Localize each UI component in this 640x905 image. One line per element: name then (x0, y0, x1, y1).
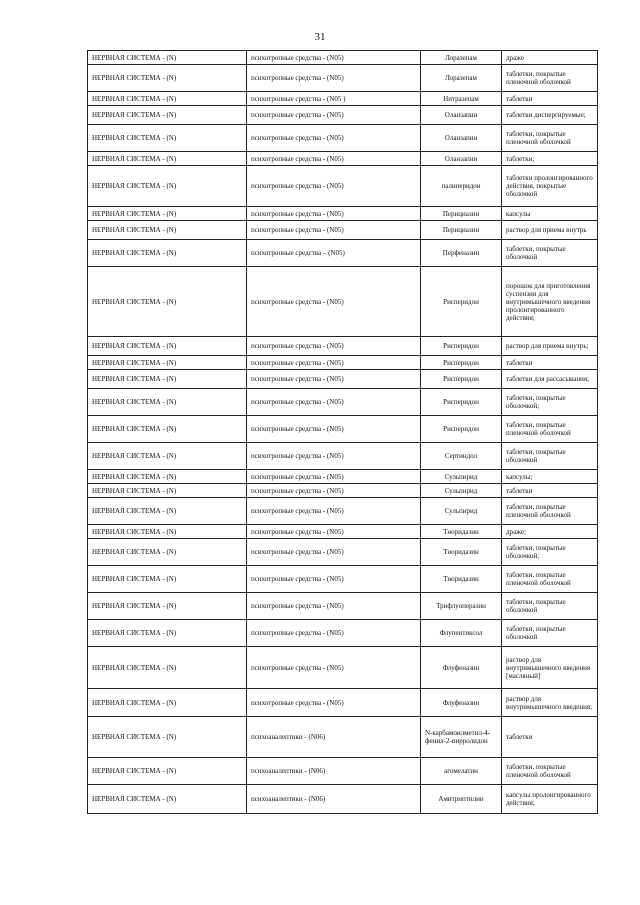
group-cell: НЕРВНАЯ СИСТЕМА - (N) (88, 539, 247, 566)
drug-name-cell: Оланзапин (421, 106, 502, 125)
group-cell: НЕРВНАЯ СИСТЕМА - (N) (88, 647, 247, 689)
drug-registry-table (87, 50, 598, 814)
drug-name-cell: Тиоридазин (421, 525, 502, 539)
subgroup-cell: психоаналептики - (N06) (247, 717, 421, 758)
table-row (88, 240, 598, 267)
table-row (88, 566, 598, 593)
subgroup-cell: психотропные средства - (N05) (247, 51, 421, 65)
drug-name-cell: Рисперидон (421, 267, 502, 337)
table-row (88, 647, 598, 689)
group-cell: НЕРВНАЯ СИСТЕМА - (N) (88, 337, 247, 356)
table-row (88, 389, 598, 416)
drug-name-cell: агомелатин (421, 758, 502, 785)
dosage-form-cell: драже (502, 51, 598, 65)
drug-name-cell: Тиоридазин (421, 539, 502, 566)
table-row (88, 593, 598, 620)
dosage-form-cell: таблетки, покрытые оболочкой; (502, 389, 598, 416)
group-cell: НЕРВНАЯ СИСТЕМА - (N) (88, 51, 247, 65)
drug-name-cell: Оланзапин (421, 152, 502, 166)
drug-name-cell: Сульпирид (421, 470, 502, 484)
drug-name-cell: Перициазин (421, 221, 502, 240)
dosage-form-cell: таблетки диспергируемые; (502, 106, 598, 125)
subgroup-cell: психотропные средства - (N05) (247, 593, 421, 620)
table-row (88, 125, 598, 152)
subgroup-cell: психотропные средства - (N05) (247, 152, 421, 166)
table-row (88, 152, 598, 166)
drug-name-cell: Флуфеназин (421, 647, 502, 689)
page-number: 31 (314, 31, 326, 43)
subgroup-cell: психотропные средства - (N05) (247, 65, 421, 92)
subgroup-cell: психотропные средства - (N05) (247, 647, 421, 689)
group-cell: НЕРВНАЯ СИСТЕМА - (N) (88, 785, 247, 814)
dosage-form-cell: таблетки, покрытые оболочкой (502, 620, 598, 647)
table-row (88, 416, 598, 443)
group-cell: НЕРВНАЯ СИСТЕМА - (N) (88, 166, 247, 207)
drug-name-cell: Рисперидон (421, 337, 502, 356)
table-row (88, 221, 598, 240)
subgroup-cell: психотропные средства - (N05) (247, 106, 421, 125)
table-row (88, 106, 598, 125)
drug-name-cell: Тиоридазин (421, 566, 502, 593)
table-row (88, 498, 598, 525)
group-cell: НЕРВНАЯ СИСТЕМА - (N) (88, 65, 247, 92)
dosage-form-cell: раствор для внутримышечного введения; (502, 689, 598, 717)
dosage-form-cell: таблетки, покрытые пленочной оболочкой (502, 566, 598, 593)
table-row (88, 689, 598, 717)
dosage-form-cell: таблетки, покрытые пленочной оболочкой (502, 65, 598, 92)
table-row (88, 758, 598, 785)
dosage-form-cell: таблетки, покрытые оболочкой (502, 240, 598, 267)
table-row (88, 51, 598, 65)
table-row (88, 356, 598, 370)
table-row (88, 525, 598, 539)
dosage-form-cell: таблетки (502, 484, 598, 498)
drug-name-cell: Флуфеназин (421, 689, 502, 717)
group-cell: НЕРВНАЯ СИСТЕМА - (N) (88, 370, 247, 389)
subgroup-cell: психотропные средства – (N05) (247, 240, 421, 267)
group-cell: НЕРВНАЯ СИСТЕМА - (N) (88, 620, 247, 647)
group-cell: НЕРВНАЯ СИСТЕМА - (N) (88, 267, 247, 337)
subgroup-cell: психотропные средства - (N05) (247, 221, 421, 240)
subgroup-cell: психотропные средства - (N05) (247, 689, 421, 717)
subgroup-cell: психотропные средства - (N05) (247, 470, 421, 484)
group-cell: НЕРВНАЯ СИСТЕМА - (N) (88, 92, 247, 106)
subgroup-cell: психотропные средства - (N05) (247, 207, 421, 221)
table-row (88, 267, 598, 337)
group-cell: НЕРВНАЯ СИСТЕМА - (N) (88, 207, 247, 221)
drug-name-cell: Рисперидон (421, 389, 502, 416)
group-cell: НЕРВНАЯ СИСТЕМА - (N) (88, 221, 247, 240)
subgroup-cell: психотропные средства - (N05) (247, 539, 421, 566)
drug-name-cell: Рисперидон (421, 416, 502, 443)
dosage-form-cell: таблетки, покрытые пленочной оболочкой (502, 758, 598, 785)
table-row (88, 92, 598, 106)
dosage-form-cell: раствор для внутримышечного введения [масляный] (502, 647, 598, 689)
group-cell: НЕРВНАЯ СИСТЕМА - (N) (88, 240, 247, 267)
group-cell: НЕРВНАЯ СИСТЕМА - (N) (88, 106, 247, 125)
dosage-form-cell: капсулы; (502, 470, 598, 484)
drug-name-cell: Рисперидон (421, 370, 502, 389)
dosage-form-cell: капсулы пролонгированного действия; (502, 785, 598, 814)
drug-name-cell: Лоразепам (421, 51, 502, 65)
table-row (88, 785, 598, 814)
drug-name-cell: N-карбамоилметил-4-фенил-2-пирролидон (421, 717, 502, 758)
dosage-form-cell: капсулы (502, 207, 598, 221)
dosage-form-cell: таблетки (502, 717, 598, 758)
subgroup-cell: психотропные средства - (N05) (247, 525, 421, 539)
subgroup-cell: психоаналептики - (N06) (247, 785, 421, 814)
subgroup-cell: психоаналептики - (N06) (247, 758, 421, 785)
table-row (88, 207, 598, 221)
dosage-form-cell: таблетки (502, 356, 598, 370)
drug-name-cell: Лоразепам (421, 65, 502, 92)
group-cell: НЕРВНАЯ СИСТЕМА - (N) (88, 125, 247, 152)
dosage-form-cell: таблетки, покрытые оболочкой (502, 593, 598, 620)
subgroup-cell: психотропные средства - (N05) (247, 416, 421, 443)
group-cell: НЕРВНАЯ СИСТЕМА - (N) (88, 470, 247, 484)
table-row (88, 166, 598, 207)
subgroup-cell: психотропные средства - (N05) (247, 125, 421, 152)
dosage-form-cell: порошок для приготовления суспензии для внутримышечного введения пролонгированного действия; (502, 267, 598, 337)
dosage-form-cell: таблетки, покрытые оболочкой; (502, 539, 598, 566)
group-cell: НЕРВНАЯ СИСТЕМА - (N) (88, 356, 247, 370)
dosage-form-cell: драже; (502, 525, 598, 539)
group-cell: НЕРВНАЯ СИСТЕМА - (N) (88, 484, 247, 498)
group-cell: НЕРВНАЯ СИСТЕМА - (N) (88, 389, 247, 416)
subgroup-cell: психотропные средства - (N05) (247, 389, 421, 416)
subgroup-cell: психотропные средства - (N05) (247, 566, 421, 593)
drug-name-cell: Рисперидон (421, 356, 502, 370)
dosage-form-cell: таблетки, покрытые пленочной оболочкой (502, 125, 598, 152)
dosage-form-cell: таблетки (502, 92, 598, 106)
drug-name-cell: Нитразепам (421, 92, 502, 106)
subgroup-cell: психотропные средства - (N05) (247, 370, 421, 389)
subgroup-cell: психотропные средства - (N05) (247, 443, 421, 470)
dosage-form-cell: таблетки, покрытые оболочкой (502, 443, 598, 470)
drug-name-cell: Сертиндол (421, 443, 502, 470)
table-row (88, 337, 598, 356)
group-cell: НЕРВНАЯ СИСТЕМА - (N) (88, 717, 247, 758)
group-cell: НЕРВНАЯ СИСТЕМА - (N) (88, 498, 247, 525)
dosage-form-cell: раствор для приема внутрь (502, 221, 598, 240)
group-cell: НЕРВНАЯ СИСТЕМА - (N) (88, 758, 247, 785)
group-cell: НЕРВНАЯ СИСТЕМА - (N) (88, 525, 247, 539)
table-row (88, 65, 598, 92)
table-row (88, 539, 598, 566)
drug-name-cell: Оланзапин (421, 125, 502, 152)
group-cell: НЕРВНАЯ СИСТЕМА - (N) (88, 566, 247, 593)
drug-name-cell: Сульпирид (421, 484, 502, 498)
subgroup-cell: психотропные средства - (N05) (247, 337, 421, 356)
drug-name-cell: Флупентиксол (421, 620, 502, 647)
table-row (88, 484, 598, 498)
drug-name-cell: Перфеназин (421, 240, 502, 267)
drug-name-cell: Сульпирид (421, 498, 502, 525)
drug-name-cell: Трифлуоперазин (421, 593, 502, 620)
dosage-form-cell: таблетки, покрытые пленочной оболочкой (502, 416, 598, 443)
subgroup-cell: психотропные средства - (N05) (247, 484, 421, 498)
subgroup-cell: психотропные средства - (N05) (247, 356, 421, 370)
subgroup-cell: психотропные средства - (N05 ) (247, 92, 421, 106)
group-cell: НЕРВНАЯ СИСТЕМА - (N) (88, 593, 247, 620)
table-row (88, 370, 598, 389)
group-cell: НЕРВНАЯ СИСТЕМА - (N) (88, 443, 247, 470)
dosage-form-cell: раствор для приема внутрь; (502, 337, 598, 356)
group-cell: НЕРВНАЯ СИСТЕМА - (N) (88, 152, 247, 166)
drug-name-cell: Амитриптилин (421, 785, 502, 814)
dosage-form-cell: таблетки пролонгированного действия, покрытые оболочкой (502, 166, 598, 207)
dosage-form-cell: таблетки, покрытые пленочной оболочкой (502, 498, 598, 525)
table-row (88, 620, 598, 647)
dosage-form-cell: таблетки для рассасывания; (502, 370, 598, 389)
drug-name-cell: Перициазин (421, 207, 502, 221)
subgroup-cell: психотропные средства - (N05) (247, 166, 421, 207)
drug-name-cell: палиперидон (421, 166, 502, 207)
table-row (88, 443, 598, 470)
dosage-form-cell: таблетки; (502, 152, 598, 166)
table-row (88, 717, 598, 758)
subgroup-cell: психотропные средства - (N05) (247, 267, 421, 337)
group-cell: НЕРВНАЯ СИСТЕМА - (N) (88, 689, 247, 717)
subgroup-cell: психотропные средства - (N05) (247, 498, 421, 525)
subgroup-cell: психотропные средства - (N05) (247, 620, 421, 647)
group-cell: НЕРВНАЯ СИСТЕМА - (N) (88, 416, 247, 443)
table-body (88, 51, 598, 814)
table-row (88, 470, 598, 484)
